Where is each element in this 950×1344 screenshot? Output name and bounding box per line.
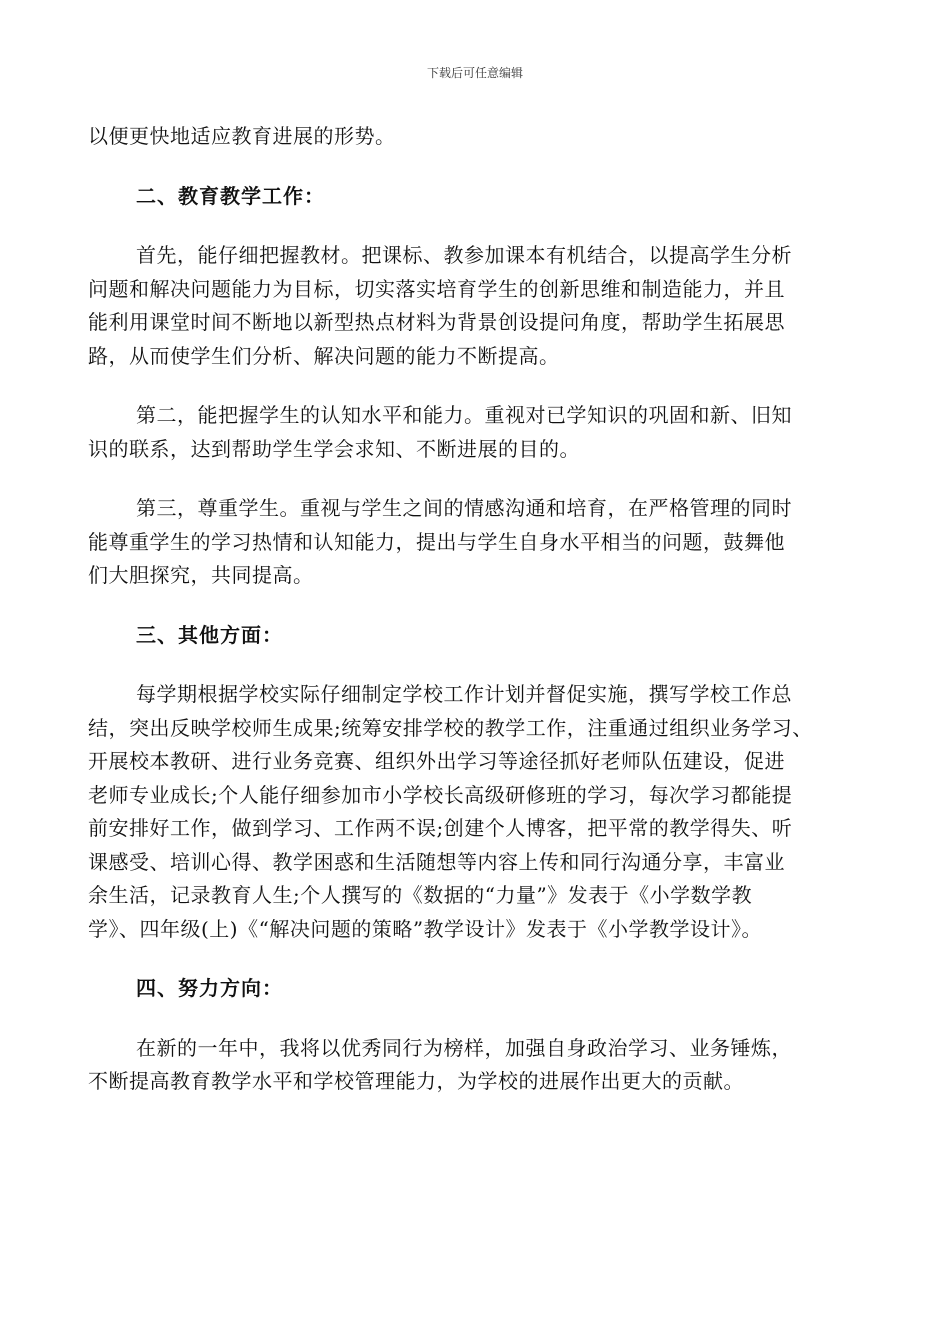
paragraph-line: 第三，尊重学生。重视与学生之间的情感沟通和培育，在严格管理的同时 [136,496,792,520]
paragraph-line: 第二，能把握学生的认知水平和能力。重视对已学知识的巩固和新、旧知 [136,403,792,427]
paragraph-line: 不断提高教育教学水平和学校管理能力，为学校的进展作出更大的贡献。 [88,1069,744,1093]
paragraph-line: 结，突出反映学校师生成果;统筹安排学校的教学工作，注重通过组织业务学习、 [88,715,813,740]
paragraph-line: 们大胆探究，共同提高。 [88,563,314,587]
paragraph-line: 能尊重学生的学习热情和认知能力，提出与学生自身水平相当的问题，鼓舞他 [88,529,785,554]
paragraph-line: 首先，能仔细把握教材。把课标、教参加课本有机结合，以提高学生分析 [136,243,792,267]
paragraph [88,399,863,466]
paragraph [88,678,863,946]
paragraph-line: 以便更快地适应教育进展的形势。 [88,124,396,148]
paragraph-line: 开展校本教研、进行业务竞赛、组织外出学习等途径抓好老师队伍建设，促进 [88,749,785,773]
paragraph [88,120,863,154]
paragraph-line: 能利用课堂时间不断地以新型热点材料为背景创设提问角度，帮助学生拓展思 [88,310,785,334]
paragraph-line: 识的联系，达到帮助学生学会求知、不断进展的目的。 [88,436,580,461]
paragraph-line: 余生活，记录教育人生;个人撰写的《数据的“力量”》发表于《小学数学教 [88,883,753,907]
paragraph-line: 每学期根据学校实际仔细制定学校工作计划并督促实施，撰写学校工作总 [136,682,792,706]
paragraph-line: 课感受、培训心得、教学困惑和生活随想等内容上传和同行沟通分享，丰富业 [88,849,785,874]
section-heading: 四、努力方向： [136,976,283,1000]
paragraph [88,239,863,373]
paragraph-line: 学》、四年级(上)《“解决问题的策略”教学设计》发表于《小学教学设计》。 [88,916,763,941]
paragraph-line: 问题和解决问题能力为目标，切实落实培育学生的创新思维和制造能力，并且 [88,276,785,301]
section-heading: 三、其他方面： [136,622,283,647]
document-body [88,120,863,1125]
paragraph-line: 路，从而使学生们分析、解决问题的能力不断提高。 [88,343,560,368]
page-header: 下载后可任意编辑 [426,66,523,80]
section-heading: 二、教育教学工作： [136,183,325,208]
paragraph-line: 前安排好工作，做到学习、工作两不误;创建个人博客，把平常的教学得失、听 [88,816,793,840]
paragraph [88,492,863,593]
paragraph-line: 老师专业成长;个人能仔细参加市小学校长高级研修班的学习，每次学习都能提 [88,782,793,807]
paragraph-line: 在新的一年中，我将以优秀同行为榜样，加强自身政治学习、业务锤炼， [136,1035,792,1060]
paragraph [88,1032,863,1099]
